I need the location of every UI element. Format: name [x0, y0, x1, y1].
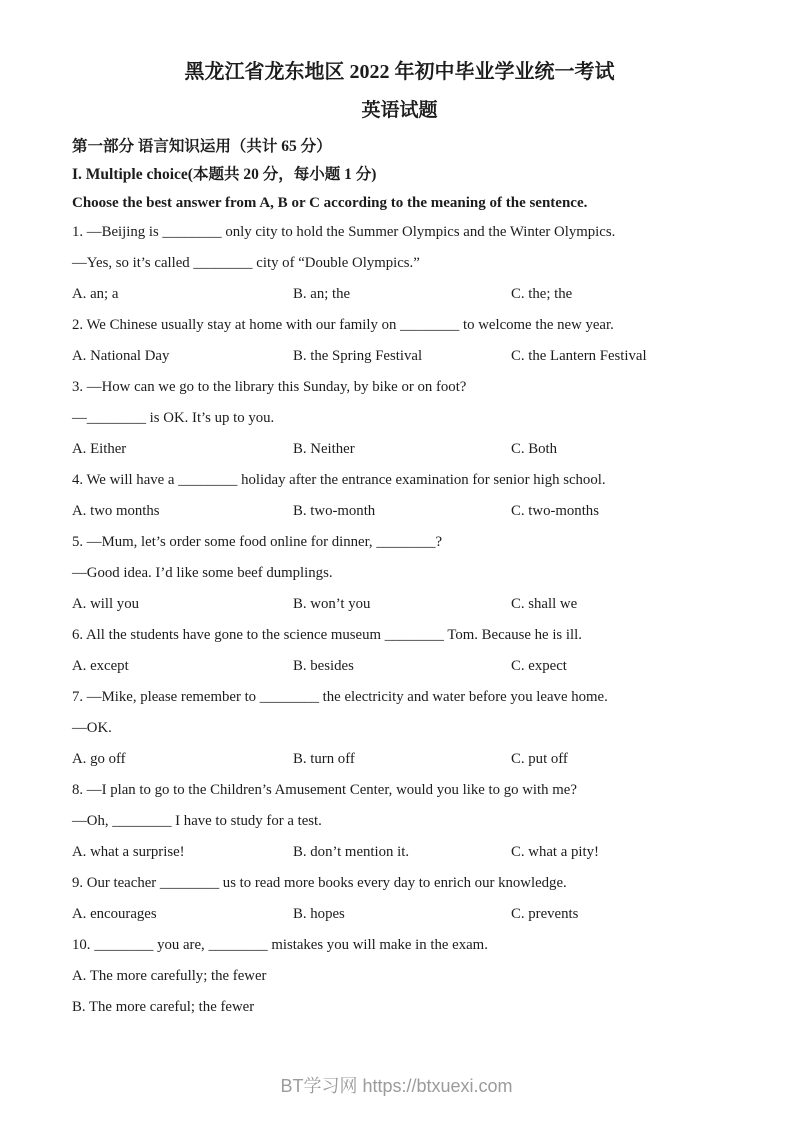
- question-9-options-row: [72, 899, 727, 930]
- question-4-option-B: B. two-month: [293, 503, 376, 519]
- question-8-option-C: C. what a pity!: [511, 844, 599, 860]
- question-5-option-C: C. shall we: [511, 596, 578, 612]
- question-4-stem-line-1: 4. We will have a ________ holiday after the entrance examination for senior high school.: [72, 472, 606, 488]
- question-9-option-C: C. prevents: [511, 906, 579, 922]
- question-4-option-A: A. two months: [72, 503, 160, 519]
- question-9-option-A: A. encourages: [72, 906, 157, 922]
- question-3-stem-line-2: —________ is OK. It’s up to you.: [72, 410, 275, 426]
- question-7-stem-line-2: —OK.: [72, 720, 112, 736]
- watermark-text: BT学习网 https://btxuexi.com: [280, 1076, 513, 1096]
- question-5-stem-line-1: 5. —Mum, let’s order some food online for dinner, ________?: [72, 534, 443, 550]
- question-6-stem-line-1: 6. All the students have gone to the science museum ________ Tom. Because he is ill.: [72, 627, 582, 643]
- questions-container: [72, 217, 727, 1023]
- question-2-options-row: [72, 341, 727, 372]
- question-7-option-A: A. go off: [72, 751, 126, 767]
- question-8-option-A: A. what a surprise!: [72, 844, 185, 860]
- question-8-stem-line-1: 8. —I plan to go to the Children’s Amusement Center, would you like to go with me?: [72, 782, 577, 798]
- question-3-option-A: A. Either: [72, 441, 127, 457]
- question-8-options-row: [72, 837, 727, 868]
- question-6-option-C: C. expect: [511, 658, 567, 674]
- question-7-option-C: C. put off: [511, 751, 568, 767]
- question-type-heading: I. Multiple choice(本题共 20 分，每小题 1 分): [72, 166, 377, 183]
- question-8-option-B: B. don’t mention it.: [293, 844, 410, 860]
- question-5-stem-line-2: —Good idea. I’d like some beef dumplings.: [72, 565, 333, 581]
- question-6-options-row: [72, 651, 727, 682]
- question-1-options-row: [72, 279, 727, 310]
- page-subtitle: 英语试题: [361, 100, 438, 121]
- question-6-option-A: A. except: [72, 658, 129, 674]
- question-4-option-C: C. two-months: [511, 503, 599, 519]
- question-5-options-row: [72, 589, 727, 620]
- question-1-option-C: C. the; the: [511, 286, 573, 302]
- question-7-stem-line-1: 7. —Mike, please remember to ________ the electricity and water before you leave home.: [72, 689, 608, 705]
- question-3-option-B: B. Neither: [293, 441, 355, 457]
- page-title: 黑龙江省龙东地区 2022 年初中毕业学业统一考试: [184, 61, 615, 83]
- question-5-option-A: A. will you: [72, 596, 139, 612]
- question-10-option-A: A. The more carefully; the fewer: [72, 968, 267, 984]
- question-1-option-B: B. an; the: [293, 286, 351, 302]
- question-1-stem-line-1: 1. —Beijing is ________ only city to hold the Summer Olympics and the Winter Olympics.: [72, 224, 616, 240]
- question-10-stem-line-1: 10. ________ you are, ________ mistakes you will make in the exam.: [72, 937, 488, 953]
- question-3-options-row: [72, 434, 727, 465]
- question-7-option-B: B. turn off: [293, 751, 355, 767]
- question-1-option-A: A. an; a: [72, 286, 119, 302]
- question-7-options-row: [72, 744, 727, 775]
- question-10-option-B: B. The more careful; the fewer: [72, 999, 255, 1015]
- part-heading: 第一部分 语言知识运用（共计 65 分）: [72, 138, 332, 155]
- question-2-stem-line-1: 2. We Chinese usually stay at home with our family on ________ to welcome the new year.: [72, 317, 614, 333]
- question-1-stem-line-2: —Yes, so it’s called ________ city of “Double Olympics.”: [72, 255, 420, 271]
- question-2-option-B: B. the Spring Festival: [293, 348, 423, 364]
- question-5-option-B: B. won’t you: [293, 596, 371, 612]
- question-2-option-A: A. National Day: [72, 348, 170, 364]
- question-3-option-C: C. Both: [511, 441, 558, 457]
- question-3-stem-line-1: 3. —How can we go to the library this Sunday, by bike or on foot?: [72, 379, 467, 395]
- question-2-option-C: C. the Lantern Festival: [511, 348, 647, 364]
- instruction-text: Choose the best answer from A, B or C according to the meaning of the sentence.: [72, 195, 588, 211]
- question-8-stem-line-2: —Oh, ________ I have to study for a test.: [72, 813, 322, 829]
- question-6-option-B: B. besides: [293, 658, 354, 674]
- question-9-option-B: B. hopes: [293, 906, 345, 922]
- question-4-options-row: [72, 496, 727, 527]
- question-9-stem-line-1: 9. Our teacher ________ us to read more books every day to enrich our knowledge.: [72, 875, 567, 891]
